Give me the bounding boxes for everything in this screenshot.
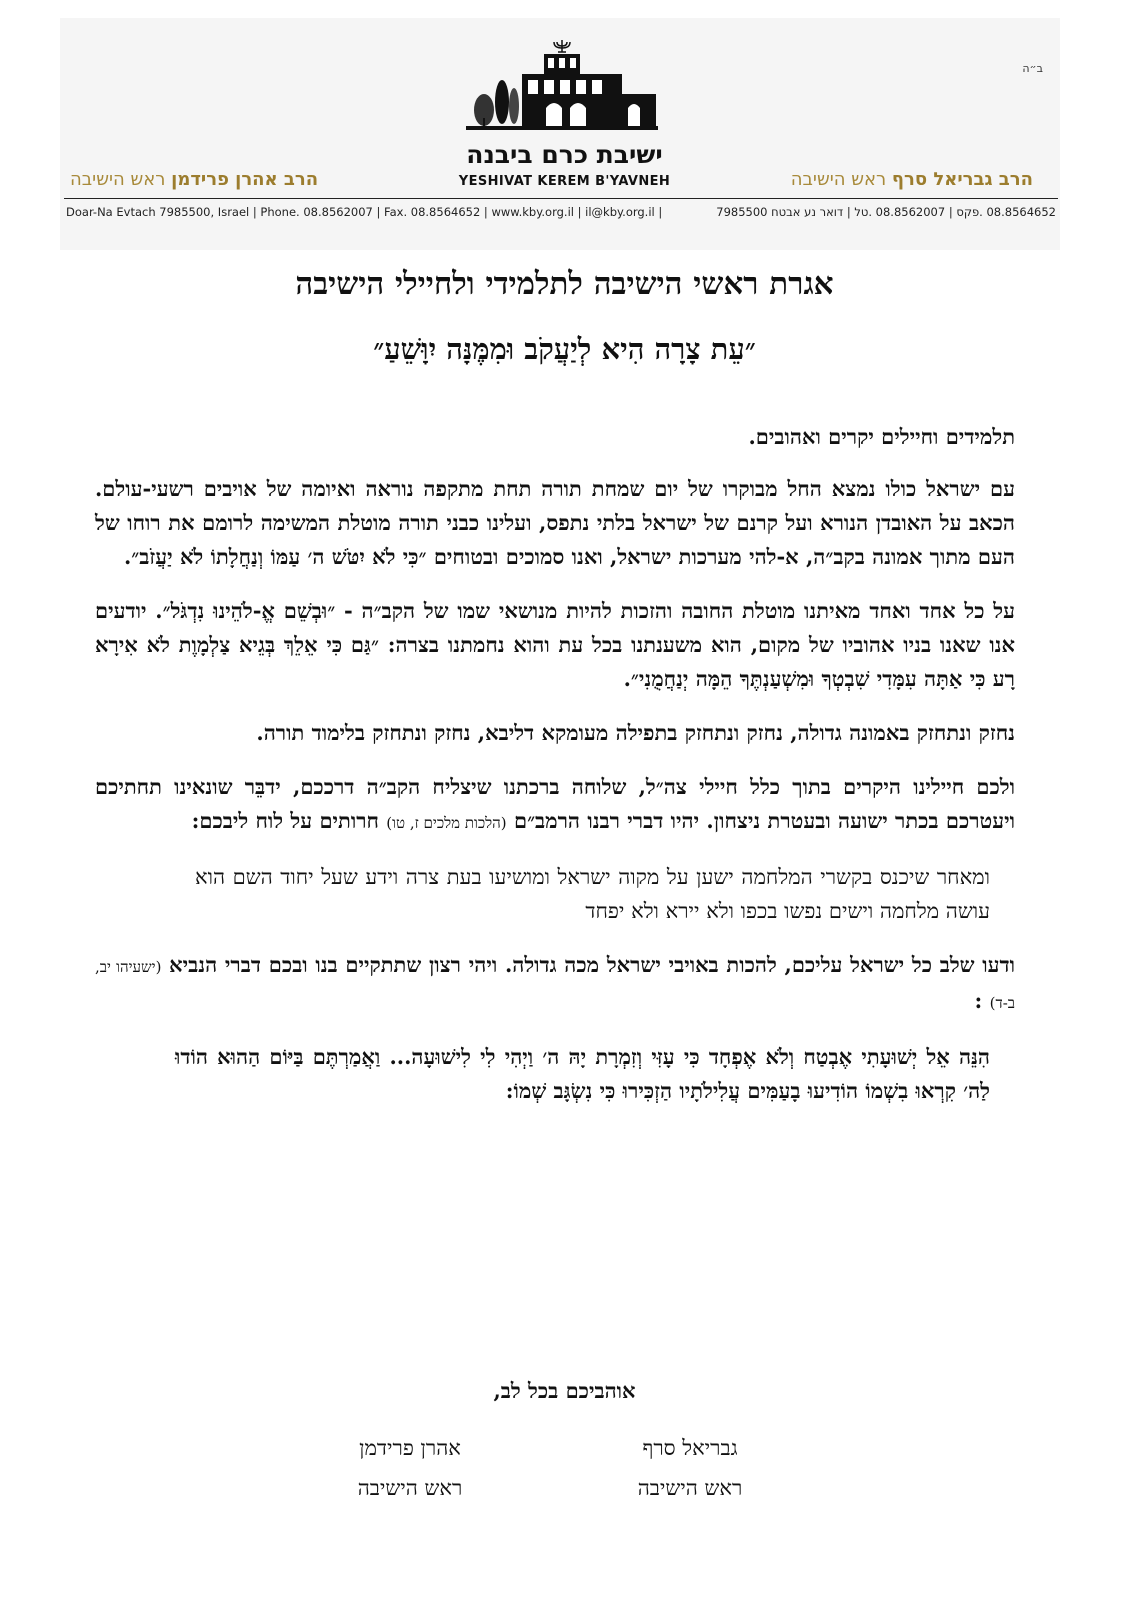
letterhead-divider xyxy=(64,198,1058,199)
closing-line: אוהביכם בכל לב, xyxy=(493,1378,636,1403)
contact-line xyxy=(66,205,1056,219)
signer-1-name: גבריאל סרף xyxy=(642,1436,738,1460)
signer-1-title: ראש הישיבה xyxy=(637,1476,743,1500)
paragraph-4 xyxy=(95,770,1015,840)
letter-title: אגרת ראשי הישיבה לתלמידי ולחיילי הישיבה xyxy=(295,266,834,302)
contact-english: Doar-Na Evtach 7985500, Israel | Phone. 08.8562007 | Fax. 08.8564652 | www.kby.org.il | il@kby.org.il | xyxy=(66,205,663,219)
head-right-name: הרב גבריאל סרף xyxy=(891,169,1033,190)
yeshiva-building-logo xyxy=(462,36,662,136)
contact-hebrew: 08.8564652 .פקס | 08.8562007 .טל | דואר נע אבטח 7985500 xyxy=(716,205,1056,219)
yeshiva-name-hebrew: ישיבת כרם ביבנה xyxy=(466,140,663,169)
rambam-quote: ומאחר שיכנס בקשרי המלחמה ישען על מקוה ישראל ומושיעו בעת צרה וידע שעל יחוד השם הוא עושה מלחמה וישים נפשו בכפו ולא יירא ולא יפחד xyxy=(195,865,990,923)
paragraph-5-end: : xyxy=(974,988,983,1013)
greeting: תלמידים וחיילים יקרים ואהובים. xyxy=(748,424,1015,449)
paragraph-5-source: (ישעיהו יב, ב-ד) xyxy=(95,958,1015,1012)
yeshiva-name-english: YESHIVAT KEREM B'YAVNEH xyxy=(458,174,671,189)
paragraph-5 xyxy=(95,948,1015,1020)
signer-2-name: אהרן פרידמן xyxy=(359,1436,461,1460)
paragraph-4-end: חרותים על לוח ליבכם: xyxy=(191,808,379,833)
head-left-title: ראש הישיבה xyxy=(70,169,166,190)
paragraph-4-text: ולכם חיילינו היקרים בתוך כלל חיילי צה״ל, שלוחה ברכתנו שיצליח הקב״ה דרככם, ידבֵּר שונאינו תחתיכם ויעטרכם בכתר ישועה ובעטרת ניצחון. יהיו דברי רבנו הרמב״ם xyxy=(95,774,1015,833)
bh-mark: ב״ה xyxy=(1022,62,1043,75)
letter-subtitle: ״עֵת צָרָה הִיא לְיַעֲקֹב וּמִמֶּנָּה יִוָּשֵׁעַ״ xyxy=(373,332,756,366)
head-left-header xyxy=(70,169,318,190)
paragraph-1: עם ישראל כולו נמצא החל מבוקרו של יום שמחת תורה תחת מתקפה נוראה ואיומה של אויבים רשעי-עולם. הכאב על האובדן הנורא ועל קרנם של ישראל בלתי נתפס, ועלינו כבני תורה מוטלת המשימה לרומם את רוחו של העם מתוך אמונה בקב״ה, א-להי מערכות ישראל, ואנו סמוכים ובטוחים ״כִּי לֹא יִטֹּשׁ ה׳ עַמּוֹ וְנַחֲלָתוֹ לֹא יַעֲזֹב״. xyxy=(95,476,1015,569)
signature-serf xyxy=(590,1428,790,1508)
paragraph-4-source: (הלכות מלכים ז, טו) xyxy=(386,814,507,832)
isaiah-quote: הִנֵּה אֵל יְשׁוּעָתִי אֶבְטַח וְלֹא אֶפְחָד כִּי עָזִּי וְזִמְרָת יָהּ ה׳ וַיְהִי לִי לִישׁוּעָה... וַאֲמַרְתֶּם בַּיּוֹם הַהוּא הוֹדוּ לַה׳ קִרְאוּ בִשְׁמוֹ הוֹדִיעוּ בָעַמִּים עֲלִילֹתָיו הַזְכִּירוּ כִּי נִשְׂגָּב שְׁמוֹ: xyxy=(175,1044,990,1103)
paragraph-3: נחזק ונתחזק באמונה גדולה, נחזק ונתחזק בתפילה מעומקא דליבא, נחזק ונתחזק בלימוד תורה. xyxy=(256,720,1015,745)
paragraph-5-text: ודעו שלב כל ישראל עליכם, להכות באויבי ישראל מכה גדולה. ויהי רצון שתתקיים בנו ובכם דברי הנביא xyxy=(169,952,1015,977)
signer-2-title: ראש הישיבה xyxy=(357,1476,463,1500)
signature-friedman xyxy=(310,1428,510,1508)
head-left-name: הרב אהרן פרידמן xyxy=(171,169,319,190)
head-right-title: ראש הישיבה xyxy=(790,169,887,190)
paragraph-2: על כל אחד ואחד מאיתנו מוטלת החובה והזכות להיות מנושאי שמו של הקב״ה - ״וּבְשֵׁם אֱ-לֹהֵינוּ נִדְגֹּל״. יודעים אנו שאנו בניו אהוביו של מקום, הוא משענתנו בכל עת והוא נחמתנו בצרה: ״גַּם כִּי אֵלֵךְ בְּגֵיא צַלְמָוֶת לֹא אִירָא רָע כִּי אַתָּה עִמָּדִי שִׁבְטְךָ וּמִשְׁעַנְתֶּךָ הֵמָּה יְנַחֲמֻנִי״. xyxy=(95,598,1015,691)
head-right-header xyxy=(791,169,1033,190)
letter-body xyxy=(95,420,1015,1128)
